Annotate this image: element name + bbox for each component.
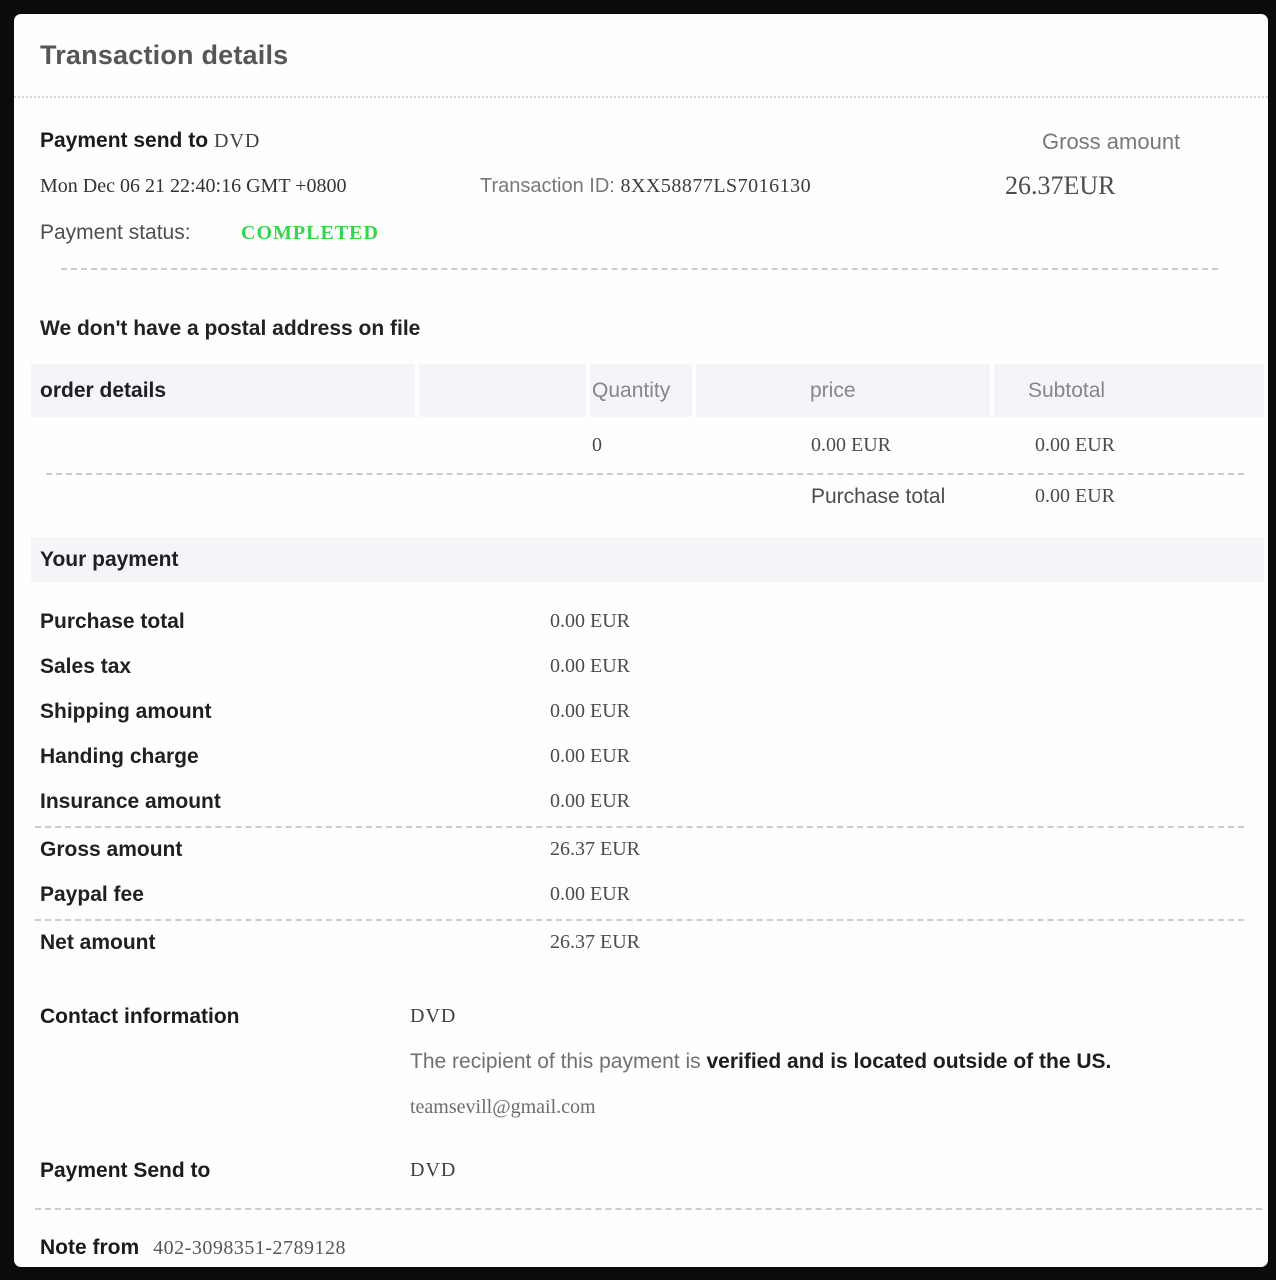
page-title: Transaction details — [40, 40, 289, 70]
payment-send-to-section — [14, 1159, 1268, 1183]
transaction-details-card — [14, 14, 1268, 1267]
payment-row-net-amount: Net amount 26.37 EUR — [40, 931, 640, 954]
payment-row-insurance-amount: Insurance amount 0.00 EUR — [40, 790, 630, 813]
contact-email: teamsevill@gmail.com — [410, 1096, 596, 1118]
transaction-id-line — [480, 175, 1005, 201]
payment-summary-section — [14, 98, 1268, 270]
note-from-section — [40, 1236, 1242, 1261]
order-table-row — [31, 417, 1264, 473]
your-payment-title: Your payment — [40, 547, 179, 571]
column-header-spacer — [419, 364, 586, 417]
order-subtotal-value: 0.00 EUR — [1035, 434, 1115, 456]
payment-send-to-bottom-label: Payment Send to — [40, 1159, 211, 1182]
divider — [35, 826, 1244, 828]
payment-row-sales-tax: Sales tax 0.00 EUR — [40, 655, 630, 678]
order-table-header-row — [31, 364, 1264, 417]
your-payment-rows — [14, 610, 1268, 955]
note-from-value: 402-3098351-2789128 — [153, 1237, 346, 1259]
column-header-price: price — [696, 364, 990, 417]
purchase-total-value: 0.00 EUR — [1035, 485, 1115, 507]
payment-row-handing-charge: Handing charge 0.00 EUR — [40, 745, 630, 768]
column-header-order-details: order details — [31, 364, 415, 417]
payment-row-purchase-total: Purchase total 0.00 EUR — [40, 610, 630, 633]
divider — [35, 1208, 1262, 1210]
your-payment-header — [31, 537, 1264, 582]
payment-row-paypal-fee: Paypal fee 0.00 EUR — [40, 883, 630, 906]
transaction-id-label: Transaction ID: — [480, 175, 615, 197]
contact-information-section — [14, 1005, 1268, 1118]
payment-send-to-bottom-value: DVD — [410, 1159, 457, 1181]
payment-row-shipping-amount: Shipping amount 0.00 EUR — [40, 700, 630, 723]
payment-send-to-value: DVD — [214, 130, 261, 152]
purchase-total-label: Purchase total — [811, 485, 946, 508]
gross-amount-label: Gross amount — [1042, 129, 1181, 154]
payment-status-badge: COMPLETED — [241, 222, 379, 244]
order-price-value: 0.00 EUR — [811, 434, 891, 456]
divider — [61, 268, 1218, 270]
recipient-verification-text: The recipient of this payment is verified and is located outside of the US. — [410, 1050, 1112, 1073]
contact-information-label: Contact information — [40, 1005, 240, 1028]
note-from-label: Note from — [40, 1236, 140, 1259]
card-header — [14, 14, 1268, 96]
order-details-table — [31, 364, 1264, 522]
column-header-quantity: Quantity — [590, 364, 692, 417]
transaction-date: Mon Dec 06 21 22:40:16 GMT +0800 — [40, 175, 347, 197]
postal-address-notice: We don't have a postal address on file — [40, 317, 421, 340]
payment-send-to-line — [40, 129, 1005, 153]
payment-status-line — [40, 221, 1005, 245]
purchase-total-row — [31, 475, 1264, 522]
payment-row-gross-amount: Gross amount 26.37 EUR — [40, 838, 640, 861]
transaction-id-value: 8XX58877LS7016130 — [620, 175, 812, 197]
contact-name: DVD — [410, 1005, 457, 1027]
column-header-subtotal: Subtotal — [994, 364, 1264, 417]
gross-amount-value: 26.37EUR — [1005, 171, 1116, 200]
payment-status-label: Payment status: — [40, 221, 191, 244]
order-quantity-value: 0 — [592, 434, 602, 456]
payment-send-to-label: Payment send to — [40, 129, 209, 152]
divider — [35, 919, 1244, 921]
